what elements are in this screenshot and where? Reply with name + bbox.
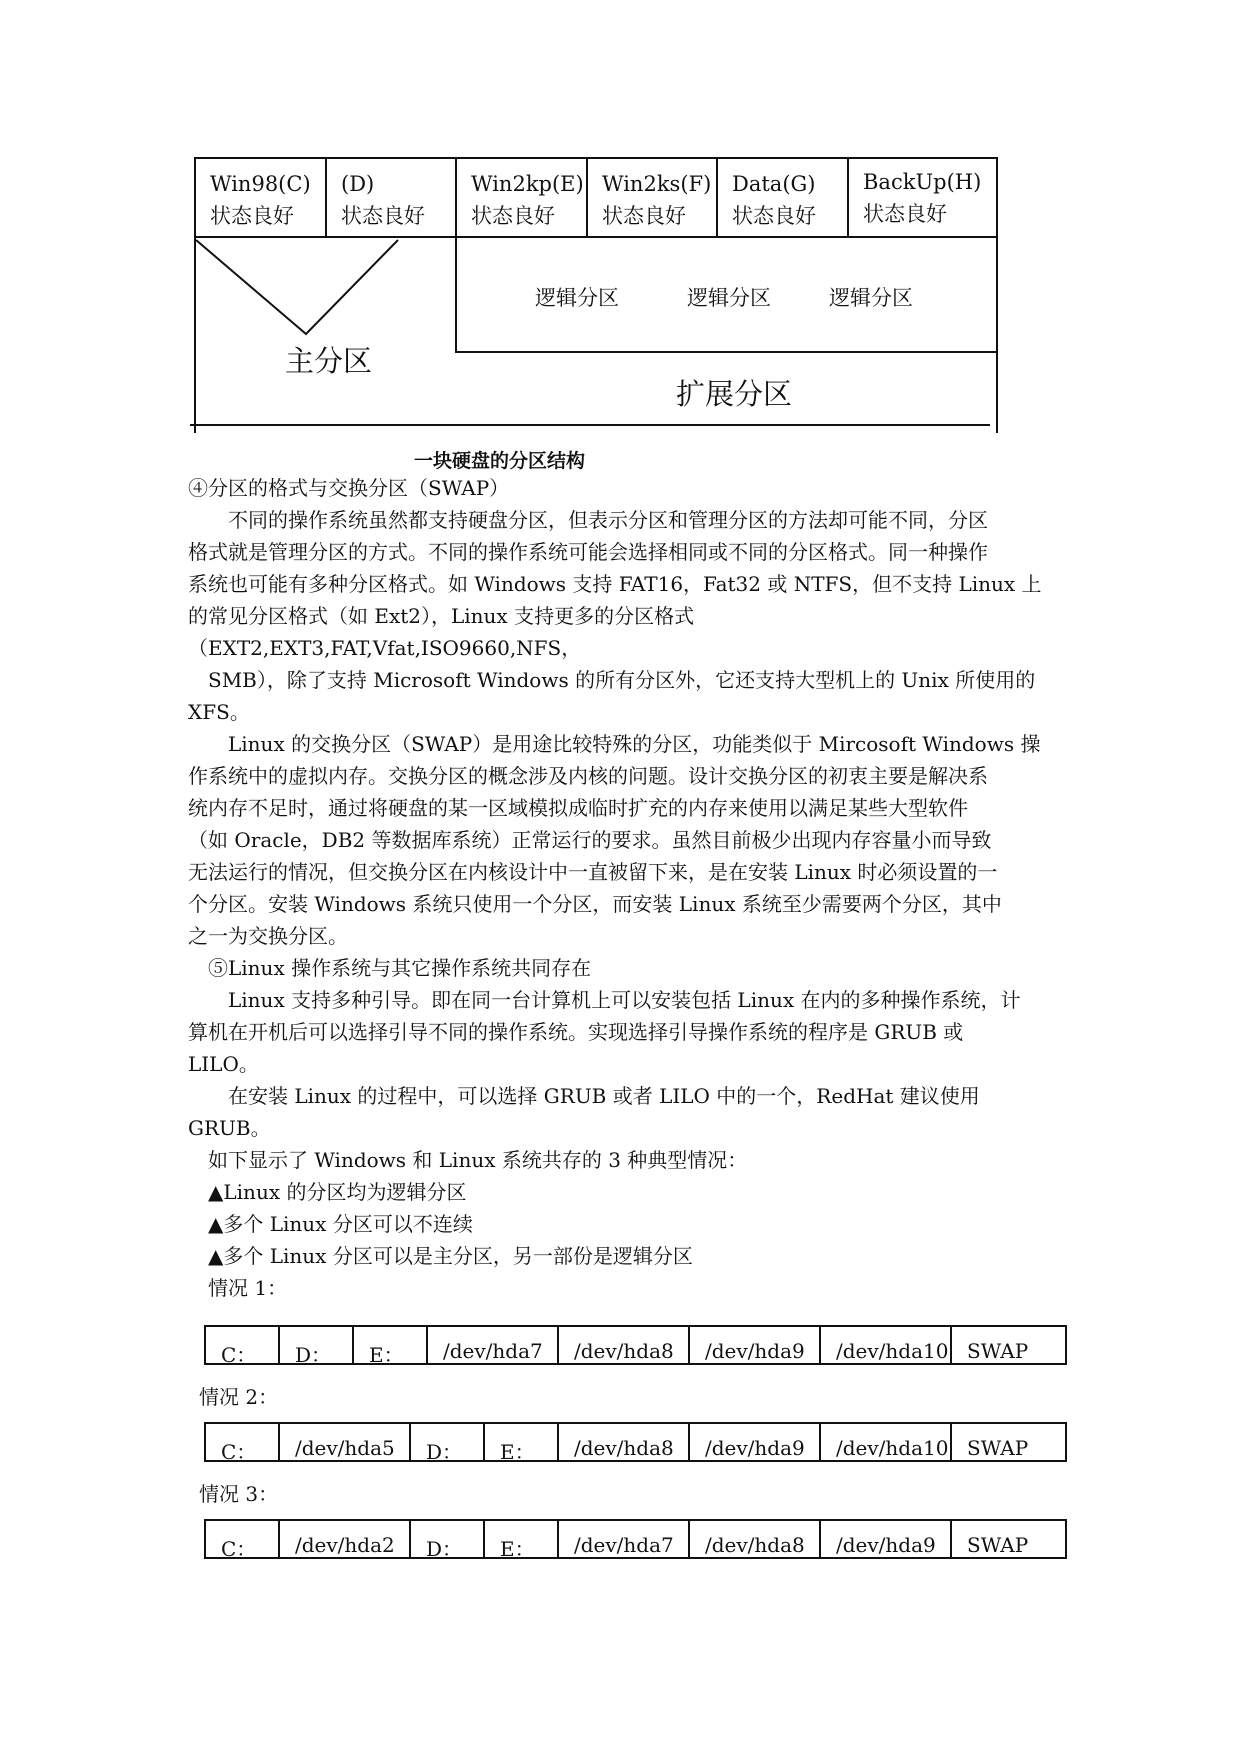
text-line: ▲多个 Linux 分区可以是主分区，另一部份是逻辑分区	[188, 1244, 693, 1268]
cell-divider	[996, 157, 998, 433]
text-line: SMB），除了支持 Microsoft Windows 的所有分区外，它还支持大型机上的 Unix 所使用的	[188, 668, 1036, 692]
table-cell: /dev/hda10	[821, 1424, 952, 1460]
partition-status: 状态良好	[210, 204, 294, 228]
partition-cell	[325, 158, 455, 238]
table-cell: E：	[354, 1327, 428, 1363]
text-line: 无法运行的情况，但交换分区在内核设计中一直被留下来，是在安装 Linux 时必须设置的一	[188, 860, 998, 884]
text-line: 在安装 Linux 的过程中，可以选择 GRUB 或者 LILO 中的一个，RedHat 建议使用	[188, 1084, 980, 1108]
logical-partition-label: 逻辑分区	[829, 286, 913, 310]
text-line: （如 Oracle，DB2 等数据库系统）正常运行的要求。虽然目前极少出现内存容量小而导致	[188, 828, 992, 852]
logical-partition-label: 逻辑分区	[535, 286, 619, 310]
text-line: 系统也可能有多种分区格式。如 Windows 支持 FAT16，Fat32 或 NTFS，但不支持 Linux 上	[188, 572, 1042, 596]
partition-cell	[847, 156, 996, 236]
table-cell: D：	[411, 1521, 485, 1557]
partition-name: Win2kp(E)	[471, 172, 584, 196]
diagram-bottom-line	[190, 424, 990, 426]
partition-status: 状态良好	[602, 204, 686, 228]
table-cell: C：	[206, 1327, 280, 1363]
table-cell: SWAP	[967, 1339, 1029, 1363]
table-cell: /dev/hda7	[428, 1327, 559, 1363]
table-cell: /dev/hda9	[690, 1327, 821, 1363]
table-cell: /dev/hda7	[559, 1521, 690, 1557]
partition-cell	[586, 158, 716, 238]
text-line: 的常见分区格式（如 Ext2），Linux 支持更多的分区格式	[188, 604, 695, 628]
text-line: 算机在开机后可以选择引导不同的操作系统。实现选择引导操作系统的程序是 GRUB 或	[188, 1020, 964, 1044]
table-cell: D：	[411, 1424, 485, 1460]
text-line: ⑤Linux 操作系统与其它操作系统共同存在	[188, 956, 592, 980]
partition-cell	[455, 158, 586, 238]
table-cell: /dev/hda5	[280, 1424, 411, 1460]
table-cell: /dev/hda8	[559, 1424, 690, 1460]
extended-partition-label: 扩展分区	[676, 377, 793, 411]
partition-status: 状态良好	[732, 204, 816, 228]
primary-partition-label: 主分区	[285, 344, 373, 378]
partition-cell	[194, 158, 325, 238]
text-line: Linux 的交换分区（SWAP）是用途比较特殊的分区，功能类似于 Mircosoft Windows 操	[188, 732, 1041, 756]
partition-cell	[716, 158, 847, 238]
text-line: 个分区。安装 Windows 系统只使用一个分区，而安装 Linux 系统至少需要两个分区，其中	[188, 892, 1002, 916]
table-cell: /dev/hda9	[821, 1521, 952, 1557]
table-cell: /dev/hda2	[280, 1521, 411, 1557]
text-line: 统内存不足时，通过将硬盘的某一区域模拟成临时扩充的内存来使用以满足某些大型软件	[188, 796, 968, 820]
table-cell: E：	[485, 1424, 559, 1460]
partition-name: Win2ks(F)	[602, 172, 712, 196]
text-line: XFS。	[188, 700, 250, 724]
table-cell: /dev/hda8	[559, 1327, 690, 1363]
partition-name: (D)	[341, 172, 375, 196]
text-line: 如下显示了 Windows 和 Linux 系统共存的 3 种典型情况：	[188, 1148, 748, 1172]
logical-partition-label: 逻辑分区	[687, 286, 771, 310]
logical-area-bottom-border	[455, 351, 998, 353]
table-cell: SWAP	[967, 1436, 1029, 1460]
text-line: 格式就是管理分区的方式。不同的操作系统可能会选择相同或不同的分区格式。同一种操作	[188, 540, 988, 564]
text-line: 之一为交换分区。	[188, 924, 348, 948]
partition-name: Data(G)	[732, 172, 816, 196]
table-cell: E：	[485, 1521, 559, 1557]
primary-partition-wedge	[194, 238, 404, 338]
case-3-label: 情况 3：	[199, 1482, 279, 1506]
case-2-table	[204, 1422, 1067, 1462]
text-line: 不同的操作系统虽然都支持硬盘分区，但表示分区和管理分区的方法却可能不同，分区	[188, 508, 988, 532]
text-line: GRUB。	[188, 1116, 271, 1140]
text-line: ▲Linux 的分区均为逻辑分区	[188, 1180, 467, 1204]
table-cell: D：	[280, 1327, 354, 1363]
text-line: （EXT2,EXT3,FAT,Vfat,ISO9660,NFS，	[188, 636, 582, 660]
table-cell: /dev/hda9	[690, 1424, 821, 1460]
case-2-label: 情况 2：	[199, 1385, 279, 1409]
case-3-table	[204, 1519, 1067, 1559]
table-cell: /dev/hda10	[821, 1327, 952, 1363]
diagram-caption: 一块硬盘的分区结构	[414, 450, 586, 472]
text-line: ▲多个 Linux 分区可以不连续	[188, 1212, 473, 1236]
partition-name: BackUp(H)	[863, 170, 982, 194]
case-1-table	[204, 1325, 1067, 1365]
partition-status: 状态良好	[471, 204, 555, 228]
text-line: LILO。	[188, 1052, 259, 1076]
table-cell: C：	[206, 1521, 280, 1557]
table-cell: /dev/hda8	[690, 1521, 821, 1557]
text-line: ④分区的格式与交换分区（SWAP）	[188, 476, 510, 500]
table-cell: SWAP	[967, 1533, 1029, 1557]
text-line: 作系统中的虚拟内存。交换分区的概念涉及内核的问题。设计交换分区的初衷主要是解决系	[188, 764, 988, 788]
partition-name: Win98(C)	[210, 172, 311, 196]
text-line: 情况 1：	[188, 1276, 288, 1300]
partition-status: 状态良好	[863, 202, 947, 226]
text-line: Linux 支持多种引导。即在同一台计算机上可以安装包括 Linux 在内的多种操作系统，计	[188, 988, 1021, 1012]
table-cell: C：	[206, 1424, 280, 1460]
partition-status: 状态良好	[341, 204, 425, 228]
